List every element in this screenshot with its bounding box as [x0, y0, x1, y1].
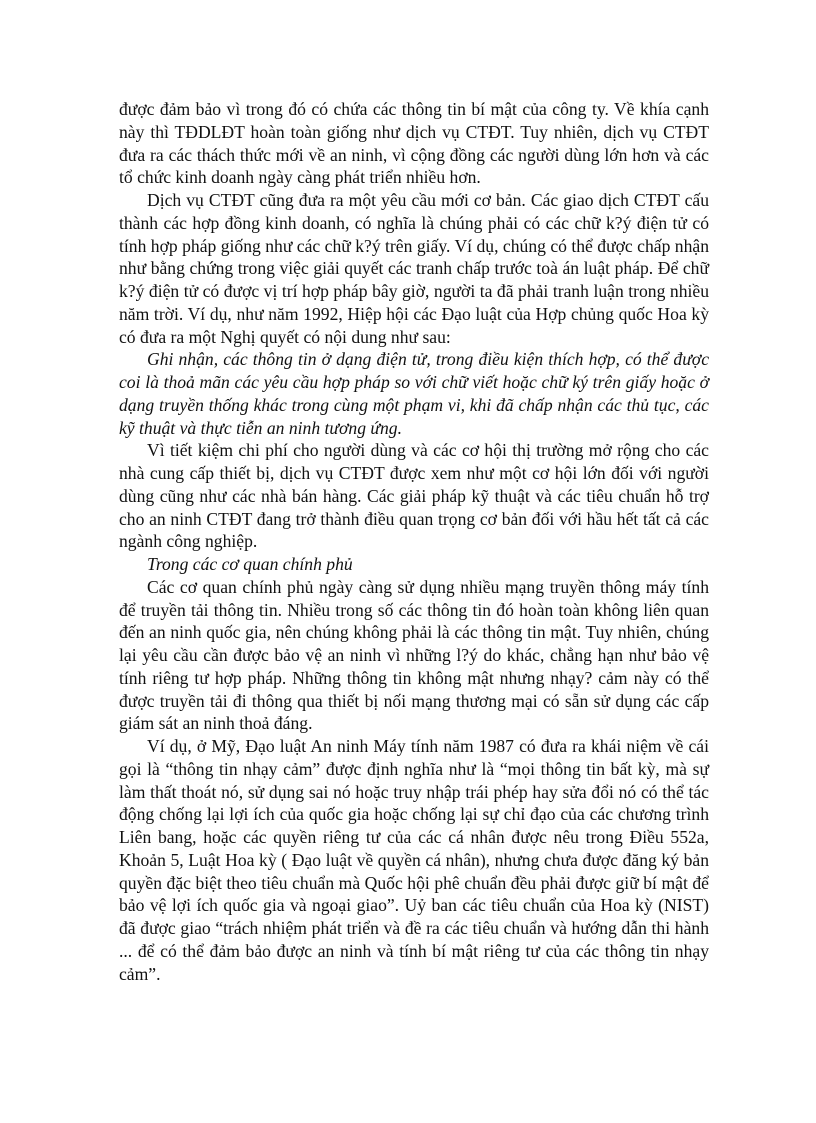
paragraph-cost-savings: Vì tiết kiệm chi phí cho người dùng và các cơ hội thị trường mở rộng cho các nhà cung cấp thiết bị, dịch vụ CTĐT được xem như một cơ hội lớn đối với người dùng cũng như các nhà bán hàng. Các giải pháp kỹ thuật và các tiêu chuẩn hỗ trợ cho an ninh CTĐT đang trở thành điều quan trọng cơ bản đối với hầu hết tất cả các ngành công nghiệp.	[119, 440, 709, 552]
paragraph-government-networks: Các cơ quan chính phủ ngày càng sử dụng nhiều mạng truyền thông máy tính để truyền tải thông tin. Nhiều trong số các thông tin đó hoàn toàn không liên quan đến an ninh quốc gia, nên chúng không phải là các thông tin mật. Tuy nhiên, chúng lại yêu cầu cần được bảo vệ an ninh vì những l?ý do khác, chẳng hạn như bảo vệ tính riêng tư hợp pháp. Những thông tin không mật nhưng nhạy? cảm này có thể được truyền tải đi thông qua thiết bị nối mạng thương mại có sẵn sử dụng các cấp giám sát an ninh thoả đáng.	[119, 576, 709, 734]
paragraph-resolution-quote: Ghi nhận, các thông tin ở dạng điện tử, trong điều kiện thích hợp, có thể được coi là thoả mãn các yêu cầu hợp pháp so với chữ viết hoặc chữ ký trên giấy hoặc ở dạng truyền thống khác trong cùng một phạm vi, khi đã chấp nhận các thủ tục, các kỹ thuật và thực tiễn an ninh tương ứng.	[119, 349, 709, 438]
paragraph-continuation: được đảm bảo vì trong đó có chứa các thông tin bí mật của công ty. Về khía cạnh này thì TĐDLĐT hoàn toàn giống như dịch vụ CTĐT. Tuy nhiên, dịch vụ CTĐT đưa ra các thách thức mới về an ninh, vì cộng đồng các người dùng lớn hơn và các tổ chức kinh doanh ngày càng phát triển nhiều hơn.	[119, 99, 709, 188]
paragraph-signature-requirement: Dịch vụ CTĐT cũng đưa ra một yêu cầu mới cơ bản. Các giao dịch CTĐT cấu thành các hợp đồng kinh doanh, có nghĩa là chúng phải có các chữ k?ý điện tử có tính hợp pháp giống như các chữ k?ý trên giấy. Ví dụ, chúng có thể được chấp nhận như bằng chứng trong việc giải quyết các tranh chấp trước toà án luật pháp. Để chữ k?ý điện tử có được vị trí hợp pháp bây giờ, người ta đã phải tranh luận trong nhiều năm trời. Ví dụ, như năm 1992, Hiệp hội các Đạo luật của Hợp chủng quốc Hoa kỳ có đưa ra một Nghị quyết có nội dung như sau:	[119, 190, 709, 347]
paragraph-computer-security-act: Ví dụ, ở Mỹ, Đạo luật An ninh Máy tính năm 1987 có đưa ra khái niệm về cái gọi là “thông tin nhạy cảm” được định nghĩa như là “mọi thông tin bất kỳ, mà sự làm thất thoát nó, sử dụng sai nó hoặc truy nhập trái phép hay sửa đổi nó có thể tác động chống lại lợi ích của quốc gia hoặc chống lại sự chỉ đạo của các chương trình Liên bang, hoặc các quyền riêng tư của các cá nhân được nêu trong Điều 552a, Khoản 5, Luật Hoa kỳ ( Đạo luật về quyền cá nhân), nhưng chưa được đăng ký bản quyền đặc biệt theo tiêu chuẩn mà Quốc hội phê chuẩn đều phải được giữ bí mật để bảo vệ lợi ích quốc gia và ngoại giao”. Uỷ ban các tiêu chuẩn của Hoa kỳ (NIST) đã được giao “trách nhiệm phát triển và đề ra các tiêu chuẩn và hướng dẫn thi hành ... để có thể đảm bảo được an ninh và tính bí mật riêng tư của các thông tin nhạy cảm”.	[119, 736, 709, 984]
section-heading-government: Trong các cơ quan chính phủ	[147, 554, 353, 574]
document-page	[119, 98, 709, 985]
